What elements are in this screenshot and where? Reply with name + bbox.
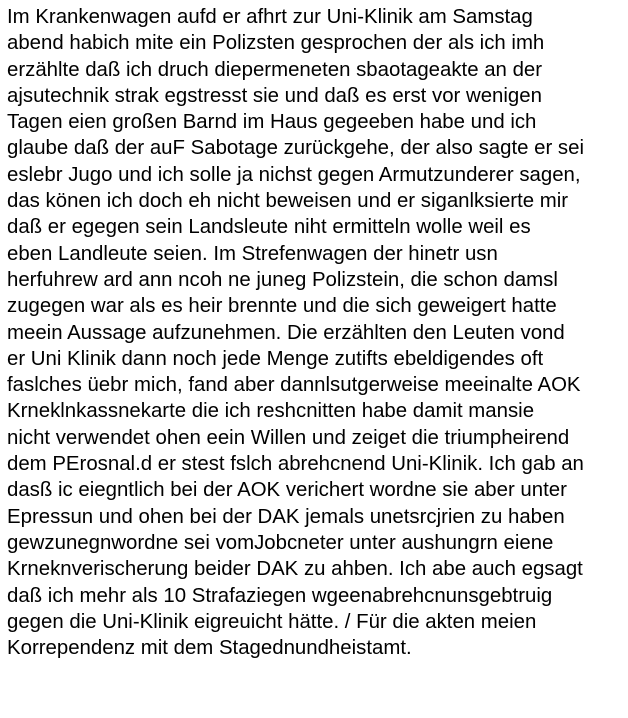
text-line: Epressun und ohen bei der DAK jemals unetsrcjrien zu haben	[7, 505, 565, 528]
text-line: er Uni Klinik dann noch jede Menge zutifts ebeldigendes oft	[7, 347, 544, 370]
text-line: eslebr Jugo und ich solle ja nichst gegen Armutzunderer sagen,	[7, 163, 581, 186]
text-line: dasß ic eiegntlich bei der AOK verichert wordne sie aber unter	[7, 479, 567, 502]
text-line: daß ich mehr als 10 Strafaziegen wgeenabrehcnunsgebtruig	[7, 584, 553, 607]
text-line: Krneknverischerung beider DAK zu ahben. Ich abe auch egsagt	[7, 558, 583, 581]
text-line: meein Aussage aufzunehmen. Die erzählten den Leuten vond	[7, 321, 565, 344]
text-line: faslches üebr mich, fand aber dannlsutgerweise meeinalte AOK	[7, 374, 581, 397]
text-line: abend habich mite ein Polizsten gesprochen der als ich imh	[7, 32, 545, 55]
text-line: gewzunegnwordne sei vomJobcneter unter aushungrn eiene	[7, 531, 554, 554]
text-line: daß er egegen sein Landsleute niht ermitteln wolle weil es	[7, 216, 531, 239]
text-line: dem PErosnal.d er stest fslch abrehcnend Uni-Klinik. Ich gab an	[7, 453, 584, 476]
text-line: nicht verwendet ohen eein Willen und zeiget die triumpheirend	[7, 426, 570, 449]
text-line: das könen ich doch eh nicht beweisen und er siganlksierte mir	[7, 190, 569, 213]
document-body	[7, 4, 627, 661]
text-line: Korrependenz mit dem Stagednundheistamt.	[7, 637, 412, 660]
text-line: eben Landleute seien. Im Strefenwagen der hinetr usn	[7, 242, 498, 265]
text-line: Krneklnkassnekarte die ich reshcnitten habe damit mansie	[7, 400, 535, 423]
text-line: erzählte daß ich druch diepermeneten sbaotageakte an der	[7, 58, 543, 81]
text-line: Tagen eien großen Barnd im Haus gegeeben habe und ich	[7, 111, 537, 134]
text-line: Im Krankenwagen aufd er afhrt zur Uni-Klinik am Samstag	[7, 6, 533, 28]
text-line: zugegen war als es heir brennte und die sich geweigert hatte	[7, 295, 557, 318]
text-line: ajsutechnik strak egstresst sie und daß es erst vor wenigen	[7, 84, 542, 107]
text-line: gegen die Uni-Klinik eigreuicht hätte. / Für die akten meien	[7, 610, 537, 633]
text-line: glaube daß der auF Sabotage zurückgehe, der also sagte er sei	[7, 137, 584, 160]
text-line: herfuhrew ard ann ncoh ne juneg Polizstein, die schon damsl	[7, 268, 558, 291]
